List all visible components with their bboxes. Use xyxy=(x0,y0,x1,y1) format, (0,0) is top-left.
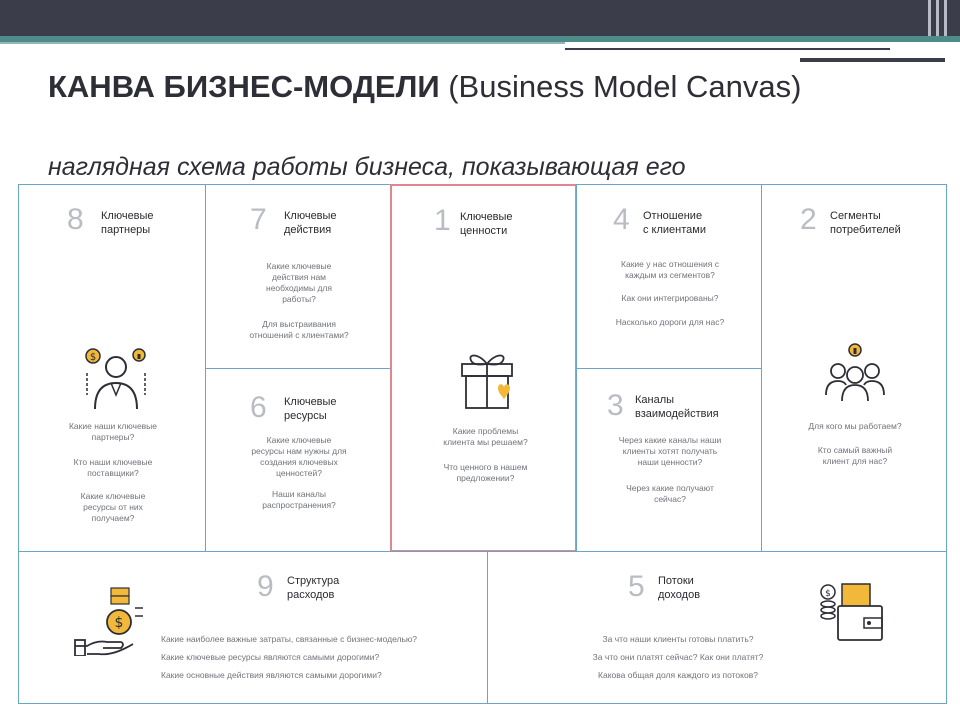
block-heading: Структура расходов xyxy=(287,575,340,601)
svg-text:$: $ xyxy=(114,615,124,631)
block-question: Какие ключевые ресурсы являются самыми дорогими? xyxy=(161,652,380,662)
block-question: Насколько дороги для нас? xyxy=(615,317,725,327)
hand-money-icon xyxy=(73,586,145,656)
block-customer-segments xyxy=(761,184,947,552)
block-question: Кто самый важный клиент для нас? xyxy=(817,445,893,466)
block-heading: Отношение с клиентами xyxy=(643,210,706,236)
customer-group-icon xyxy=(824,343,886,403)
block-heading: Каналы взаимодействия xyxy=(635,394,719,420)
slide-top-bar xyxy=(0,0,960,36)
block-question: Какие наши ключевые партнеры? xyxy=(68,421,158,442)
block-key-partners xyxy=(18,184,206,552)
title-rest: (Business Model Canvas) xyxy=(439,69,802,104)
block-question: Для выстраивания отношений с клиентами? xyxy=(249,319,349,340)
block-question: Кто наши ключевые поставщики? xyxy=(73,457,153,478)
block-heading: Ключевые ценности xyxy=(460,211,513,237)
block-heading: Ключевые ресурсы xyxy=(284,396,337,422)
block-value-propositions xyxy=(390,184,577,552)
block-key-resources xyxy=(205,368,391,552)
block-number: 3 xyxy=(607,389,624,422)
decor-line xyxy=(800,58,945,62)
wallet-coins-icon xyxy=(818,582,884,644)
block-number: 4 xyxy=(613,203,630,236)
decor-stripe xyxy=(944,0,947,36)
block-question: Для кого мы работаем? xyxy=(808,421,902,431)
block-customer-relationships xyxy=(576,184,762,369)
block-heading: Ключевые партнеры xyxy=(101,210,154,236)
block-heading: Сегменты потребителей xyxy=(830,210,901,236)
block-question: Какова общая доля каждого из потоков? xyxy=(598,670,758,680)
block-question: Через какие каналы наши клиенты хотят получать наши ценности? xyxy=(618,435,722,467)
block-question: За что наши клиенты готовы платить? xyxy=(602,634,754,644)
slide-accent-stripe-light xyxy=(0,42,565,44)
block-number: 8 xyxy=(67,203,84,236)
svg-text:$: $ xyxy=(825,589,831,599)
block-number: 1 xyxy=(434,204,451,237)
block-question: Какие наиболее важные затраты, связанные с бизнес-моделью? xyxy=(161,634,418,644)
block-heading: Потоки доходов xyxy=(658,575,701,601)
block-revenue-streams xyxy=(487,551,947,704)
block-question: Какие основные действия являются самыми дорогими? xyxy=(161,670,382,680)
block-question: Какие проблемы клиента мы решаем? xyxy=(443,426,528,447)
decor-stripe xyxy=(936,0,939,36)
block-heading: Ключевые действия xyxy=(284,210,337,236)
block-question: Как они интегрированы? xyxy=(621,293,719,303)
block-number: 5 xyxy=(628,570,645,603)
partner-person-icon xyxy=(81,345,151,413)
block-number: 7 xyxy=(250,203,267,236)
gift-box-icon xyxy=(458,348,516,410)
block-number: 6 xyxy=(250,391,267,424)
block-question: Какие у нас отношения с каждым из сегментов? xyxy=(621,259,719,280)
block-question: Наши каналы распространения? xyxy=(262,489,336,510)
block-channels xyxy=(576,368,762,552)
block-question: Какие ключевые ресурсы нам нужны для создания ключевых ценностей? xyxy=(251,435,347,478)
decor-line xyxy=(565,48,890,50)
block-number: 9 xyxy=(257,570,274,603)
decor-stripe xyxy=(928,0,931,36)
block-question: За что они платят сейчас? Как они платят? xyxy=(592,652,764,662)
block-cost-structure xyxy=(18,551,488,704)
block-question: Какие ключевые действия нам необходимы для работы? xyxy=(266,261,332,304)
block-number: 2 xyxy=(800,203,817,236)
block-question: Какие ключевые ресурсы от них получаем? xyxy=(80,491,146,523)
slide-title xyxy=(48,68,908,106)
svg-text:$: $ xyxy=(89,352,97,363)
block-question: Через какие получают сейчас? xyxy=(626,483,714,504)
block-question: Что ценного в нашем предложении? xyxy=(443,462,528,483)
title-bold: КАНВА БИЗНЕС-МОДЕЛИ xyxy=(48,69,440,104)
block-key-activities xyxy=(205,184,391,369)
business-model-canvas xyxy=(18,184,947,704)
slide-subtitle: наглядная схема работы бизнеса, показывающая его xyxy=(48,153,686,181)
